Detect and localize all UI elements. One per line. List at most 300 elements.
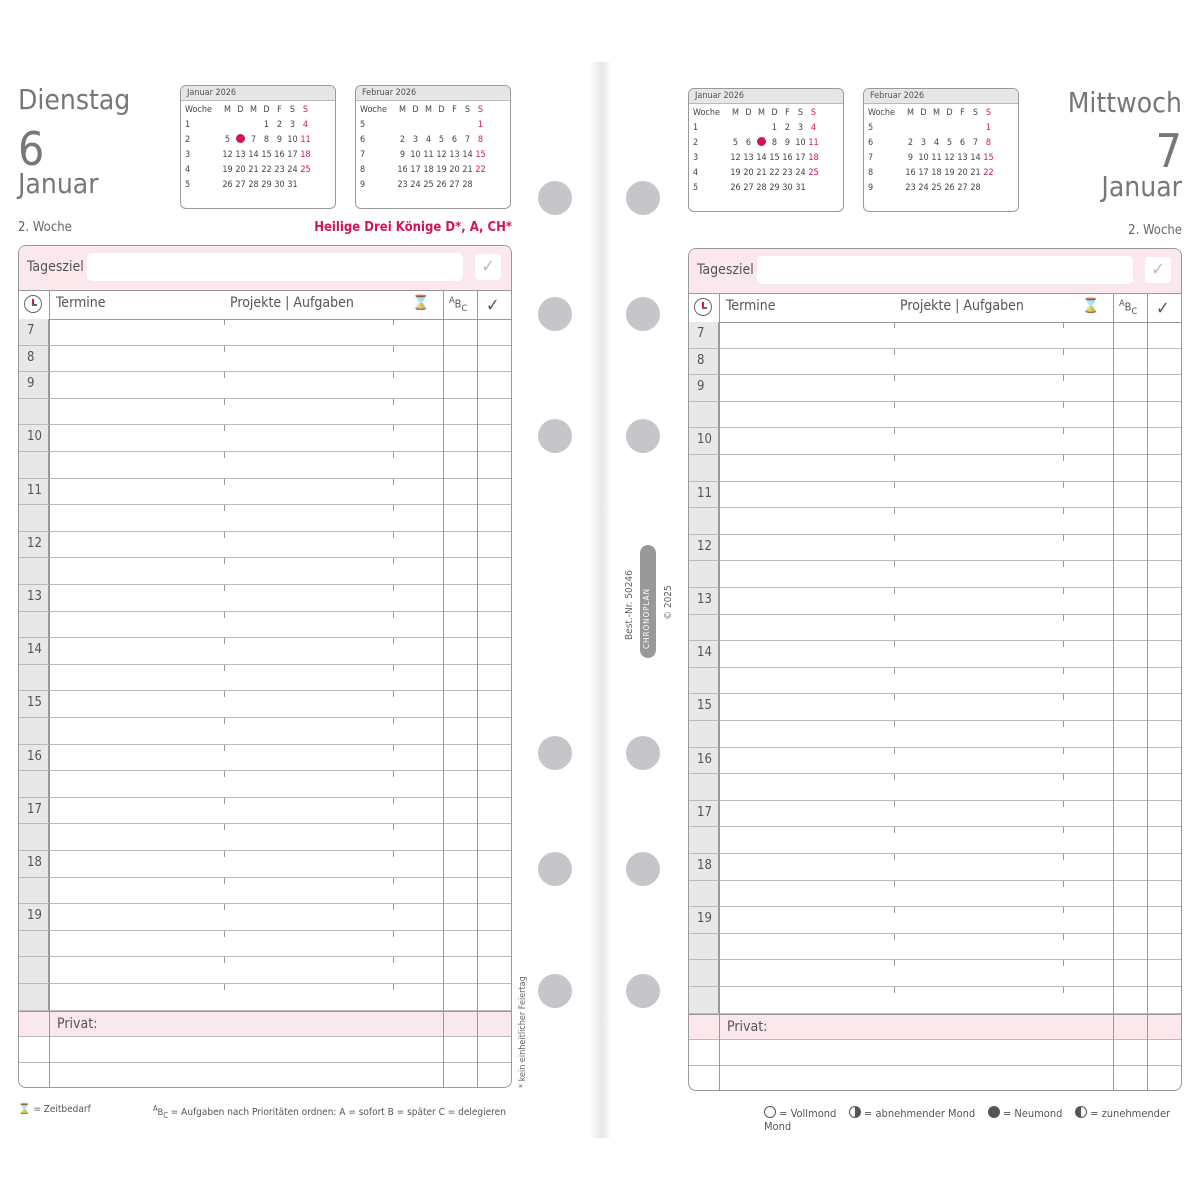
day-cell bbox=[474, 177, 487, 192]
daily-goal-label: Tagesziel bbox=[697, 262, 754, 278]
hour-row[interactable] bbox=[19, 558, 511, 585]
hour-row[interactable] bbox=[689, 508, 1181, 535]
hour-row[interactable] bbox=[19, 346, 511, 373]
day-cell: 22 bbox=[475, 164, 486, 175]
brand-name: CHRONOPLAN bbox=[642, 588, 651, 649]
binder-spine bbox=[588, 62, 612, 1138]
week-number: 3 bbox=[693, 152, 699, 163]
column-tick bbox=[1063, 322, 1064, 328]
hour-row[interactable] bbox=[689, 748, 1181, 775]
day-cell: 7 bbox=[972, 137, 979, 148]
day-cell: 3 bbox=[797, 122, 804, 133]
day-cell: 7 bbox=[464, 134, 471, 145]
hour-label: 12 bbox=[689, 535, 719, 561]
daily-goal-input[interactable] bbox=[757, 256, 1133, 284]
column-tick bbox=[894, 402, 895, 408]
abc-icon: $^AB_C$ bbox=[449, 295, 468, 314]
day-cell: 13 bbox=[235, 149, 246, 160]
column-divider bbox=[443, 290, 444, 1087]
day-cell: 26 bbox=[436, 179, 447, 190]
column-tick bbox=[894, 561, 895, 567]
punch-hole bbox=[626, 736, 660, 770]
hour-row[interactable] bbox=[19, 798, 511, 825]
day-cell: 20 bbox=[743, 167, 754, 178]
hour-label bbox=[689, 881, 719, 907]
hour-label: 10 bbox=[689, 428, 719, 454]
weekday-header: M bbox=[425, 104, 432, 115]
hour-row[interactable] bbox=[19, 399, 511, 426]
column-tick bbox=[224, 718, 225, 724]
hour-label bbox=[689, 934, 719, 960]
day-cell: 1 bbox=[771, 122, 778, 133]
hour-label: 13 bbox=[19, 585, 49, 611]
hour-row[interactable] bbox=[689, 535, 1181, 562]
hour-label bbox=[19, 452, 49, 478]
brand-badge bbox=[640, 545, 656, 658]
left-day-name: Dienstag bbox=[18, 83, 131, 116]
day-cell: 2 bbox=[276, 119, 283, 130]
hour-label bbox=[19, 957, 49, 983]
hour-row[interactable] bbox=[689, 349, 1181, 376]
week-number: 1 bbox=[693, 122, 699, 133]
day-cell: 6 bbox=[451, 134, 458, 145]
day-cell: 29 bbox=[769, 182, 780, 193]
week-number: 9 bbox=[868, 182, 874, 193]
day-cell: 16 bbox=[397, 164, 408, 175]
day-cell: 31 bbox=[287, 179, 298, 190]
hour-row[interactable] bbox=[19, 372, 511, 399]
order-number: Best.-Nr. 50246 bbox=[624, 570, 635, 640]
day-cell: 19 bbox=[436, 164, 447, 175]
day-cell: 21 bbox=[462, 164, 473, 175]
check-icon: ✓ bbox=[1156, 298, 1170, 319]
hour-row[interactable] bbox=[19, 612, 511, 639]
hour-label bbox=[689, 615, 719, 641]
privat-row[interactable] bbox=[689, 1014, 1181, 1040]
column-tick bbox=[393, 399, 394, 405]
day-cell: 10 bbox=[795, 137, 806, 148]
waning-moon-icon bbox=[849, 1106, 861, 1118]
hour-label: 11 bbox=[689, 482, 719, 508]
hour-row[interactable] bbox=[19, 691, 511, 718]
week-number: 4 bbox=[185, 164, 191, 175]
privat-line[interactable] bbox=[689, 1040, 1181, 1066]
column-tick bbox=[393, 691, 394, 697]
week-number: 5 bbox=[360, 119, 366, 130]
right-planner-grid bbox=[688, 248, 1182, 1091]
column-tick bbox=[1063, 668, 1064, 674]
hour-row[interactable] bbox=[689, 482, 1181, 509]
hour-row[interactable] bbox=[19, 532, 511, 559]
weekday-header: S bbox=[302, 104, 309, 115]
column-tick bbox=[224, 372, 225, 378]
hour-row[interactable] bbox=[19, 931, 511, 958]
day-cell: 21 bbox=[970, 167, 981, 178]
column-tick bbox=[894, 482, 895, 488]
abc-icon: $^AB_C$ bbox=[1119, 298, 1138, 317]
day-cell bbox=[247, 117, 260, 132]
week-number: 5 bbox=[693, 182, 699, 193]
hour-label bbox=[19, 505, 49, 531]
hour-row[interactable] bbox=[19, 878, 511, 905]
hour-row[interactable] bbox=[19, 718, 511, 745]
column-tick bbox=[393, 798, 394, 804]
hour-label: 13 bbox=[689, 588, 719, 614]
hour-row[interactable] bbox=[19, 771, 511, 798]
day-cell: 6 bbox=[959, 137, 966, 148]
day-cell: 18 bbox=[300, 149, 311, 160]
day-cell: 24 bbox=[795, 167, 806, 178]
column-tick bbox=[1063, 455, 1064, 461]
day-cell: 4 bbox=[933, 137, 940, 148]
today-dot-icon bbox=[757, 137, 766, 146]
hour-label: 9 bbox=[19, 372, 49, 398]
hour-row[interactable] bbox=[689, 375, 1181, 402]
hour-label bbox=[689, 987, 719, 1013]
column-tick bbox=[393, 984, 394, 990]
column-tick bbox=[393, 319, 394, 325]
day-cell: 4 bbox=[425, 134, 432, 145]
day-cell: 24 bbox=[410, 179, 421, 190]
day-cell: 12 bbox=[436, 149, 447, 160]
column-tick bbox=[224, 851, 225, 857]
hour-row[interactable] bbox=[689, 402, 1181, 429]
day-cell bbox=[917, 120, 930, 135]
daily-goal-row bbox=[689, 249, 1181, 294]
weekday-header: Woche bbox=[185, 104, 212, 115]
hourglass-icon: ⌛ bbox=[18, 1104, 31, 1115]
zunehmend-text: = zunehmender Mond bbox=[764, 1107, 1171, 1133]
column-tick bbox=[393, 425, 394, 431]
hour-label: 8 bbox=[689, 349, 719, 375]
day-cell: 23 bbox=[782, 167, 793, 178]
hour-row[interactable] bbox=[19, 665, 511, 692]
hour-row[interactable] bbox=[689, 641, 1181, 668]
hour-row[interactable] bbox=[689, 615, 1181, 642]
weekday-header: M bbox=[933, 107, 940, 118]
hour-row[interactable] bbox=[689, 881, 1181, 908]
column-tick bbox=[393, 957, 394, 963]
hour-row[interactable] bbox=[19, 984, 511, 1011]
today-marker bbox=[234, 132, 247, 147]
hour-label: 17 bbox=[689, 801, 719, 827]
hour-row[interactable] bbox=[689, 827, 1181, 854]
hour-label: 18 bbox=[689, 854, 719, 880]
day-cell: 13 bbox=[449, 149, 460, 160]
week-number: 9 bbox=[360, 179, 366, 190]
column-tick bbox=[1063, 827, 1064, 833]
hour-row[interactable] bbox=[689, 721, 1181, 748]
hour-row[interactable] bbox=[689, 455, 1181, 482]
privat-line[interactable] bbox=[689, 1066, 1181, 1091]
hour-row[interactable] bbox=[689, 668, 1181, 695]
hour-row[interactable] bbox=[19, 505, 511, 532]
hour-label bbox=[19, 665, 49, 691]
column-tick bbox=[393, 558, 394, 564]
day-cell: 22 bbox=[261, 164, 272, 175]
hour-row[interactable] bbox=[19, 425, 511, 452]
day-cell bbox=[422, 117, 435, 132]
day-cell: 24 bbox=[918, 182, 929, 193]
hour-row[interactable] bbox=[19, 452, 511, 479]
neumond-text: = Neumond bbox=[1002, 1107, 1063, 1120]
weekday-header: D bbox=[412, 104, 419, 115]
waxing-moon-icon bbox=[1075, 1106, 1087, 1118]
day-cell: 2 bbox=[907, 137, 914, 148]
day-cell: 17 bbox=[410, 164, 421, 175]
column-tick bbox=[1063, 987, 1064, 993]
day-cell: 14 bbox=[756, 152, 767, 163]
hour-row[interactable] bbox=[689, 774, 1181, 801]
hour-label: 16 bbox=[19, 745, 49, 771]
day-cell: 3 bbox=[412, 134, 419, 145]
day-cell bbox=[969, 120, 982, 135]
hour-label bbox=[19, 984, 49, 1010]
day-cell: 8 bbox=[771, 137, 778, 148]
column-tick bbox=[894, 774, 895, 780]
privat-label: Privat: bbox=[727, 1018, 768, 1035]
weekday-header: M bbox=[399, 104, 406, 115]
column-tick bbox=[894, 455, 895, 461]
hour-label: 18 bbox=[19, 851, 49, 877]
day-cell bbox=[409, 117, 422, 132]
hour-row[interactable] bbox=[689, 934, 1181, 961]
day-cell: 27 bbox=[449, 179, 460, 190]
daily-goal-input[interactable] bbox=[87, 253, 463, 281]
week-number: 7 bbox=[360, 149, 366, 160]
weekday-header: D bbox=[771, 107, 778, 118]
hour-row[interactable] bbox=[19, 479, 511, 506]
privat-line[interactable] bbox=[19, 1037, 511, 1063]
hour-row[interactable] bbox=[19, 957, 511, 984]
column-tick bbox=[393, 745, 394, 751]
hour-row[interactable] bbox=[689, 854, 1181, 881]
hour-row[interactable] bbox=[19, 851, 511, 878]
day-cell bbox=[807, 180, 820, 195]
column-tick bbox=[224, 957, 225, 963]
column-tick bbox=[224, 638, 225, 644]
column-tick bbox=[224, 771, 225, 777]
hour-row[interactable] bbox=[689, 960, 1181, 987]
day-cell: 8 bbox=[263, 134, 270, 145]
column-tick bbox=[393, 479, 394, 485]
weekday-header: M bbox=[250, 104, 257, 115]
column-tick bbox=[894, 854, 895, 860]
hour-row[interactable] bbox=[19, 319, 511, 346]
daily-goal-check-icon[interactable]: ✓ bbox=[1145, 257, 1171, 283]
column-tick bbox=[224, 665, 225, 671]
day-cell: 25 bbox=[423, 179, 434, 190]
column-tick bbox=[224, 319, 225, 325]
day-cell: 28 bbox=[248, 179, 259, 190]
mini-calendar-title: Januar 2026 bbox=[689, 89, 843, 104]
day-cell: 13 bbox=[957, 152, 968, 163]
hour-row[interactable] bbox=[689, 987, 1181, 1014]
privat-line[interactable] bbox=[19, 1063, 511, 1088]
column-tick bbox=[224, 824, 225, 830]
column-tick bbox=[894, 349, 895, 355]
column-tick bbox=[393, 638, 394, 644]
day-cell: 16 bbox=[905, 167, 916, 178]
hour-row[interactable] bbox=[19, 585, 511, 612]
hour-label bbox=[19, 612, 49, 638]
column-tick bbox=[894, 987, 895, 993]
column-tick bbox=[393, 771, 394, 777]
day-cell bbox=[729, 120, 742, 135]
week-number: 5 bbox=[185, 179, 191, 190]
hour-label: 8 bbox=[19, 346, 49, 372]
abc-note-text: = Aufgaben nach Prioritäten ordnen: A = sofort B = später C = delegieren bbox=[170, 1107, 506, 1118]
column-tick bbox=[224, 745, 225, 751]
column-tick bbox=[1063, 508, 1064, 514]
day-cell: 22 bbox=[769, 167, 780, 178]
column-divider bbox=[477, 290, 478, 1087]
day-cell: 15 bbox=[261, 149, 272, 160]
day-cell: 5 bbox=[946, 137, 953, 148]
day-cell bbox=[742, 120, 755, 135]
weekday-header: D bbox=[745, 107, 752, 118]
column-tick bbox=[1063, 375, 1064, 381]
day-cell bbox=[956, 120, 969, 135]
day-cell: 25 bbox=[808, 167, 819, 178]
day-cell: 19 bbox=[222, 164, 233, 175]
hour-row[interactable] bbox=[19, 638, 511, 665]
column-tick bbox=[224, 798, 225, 804]
day-cell: 9 bbox=[907, 152, 914, 163]
column-tick bbox=[894, 827, 895, 833]
day-cell: 18 bbox=[808, 152, 819, 163]
day-cell bbox=[943, 120, 956, 135]
day-cell: 14 bbox=[248, 149, 259, 160]
column-tick bbox=[1063, 907, 1064, 913]
column-termine: Termine bbox=[56, 295, 106, 311]
hour-label: 11 bbox=[19, 479, 49, 505]
hour-row[interactable] bbox=[689, 322, 1181, 349]
day-cell bbox=[982, 180, 995, 195]
day-cell: 11 bbox=[931, 152, 942, 163]
hour-row[interactable] bbox=[689, 561, 1181, 588]
day-cell: 27 bbox=[957, 182, 968, 193]
day-cell: 11 bbox=[808, 137, 819, 148]
punch-hole bbox=[538, 974, 572, 1008]
hour-row[interactable] bbox=[19, 904, 511, 931]
privat-row[interactable] bbox=[19, 1011, 511, 1037]
weekday-header: S bbox=[810, 107, 817, 118]
day-cell: 23 bbox=[274, 164, 285, 175]
hour-label: 15 bbox=[689, 694, 719, 720]
column-tick bbox=[1063, 960, 1064, 966]
column-tick bbox=[1063, 801, 1064, 807]
daily-goal-check-icon[interactable]: ✓ bbox=[475, 254, 501, 280]
mini-calendar-january bbox=[688, 88, 844, 212]
day-cell: 9 bbox=[399, 149, 406, 160]
column-tick bbox=[894, 668, 895, 674]
hour-row[interactable] bbox=[689, 801, 1181, 828]
day-cell: 26 bbox=[944, 182, 955, 193]
hour-label bbox=[19, 718, 49, 744]
day-cell: 27 bbox=[743, 182, 754, 193]
weekday-header: D bbox=[263, 104, 270, 115]
day-cell: 28 bbox=[462, 179, 473, 190]
day-cell: 18 bbox=[423, 164, 434, 175]
column-tick bbox=[224, 532, 225, 538]
day-cell: 17 bbox=[795, 152, 806, 163]
day-cell: 4 bbox=[810, 122, 817, 133]
weekday-header: S bbox=[972, 107, 979, 118]
week-number: 8 bbox=[868, 167, 874, 178]
hour-row[interactable] bbox=[689, 428, 1181, 455]
column-tick bbox=[1063, 561, 1064, 567]
hour-row[interactable] bbox=[19, 824, 511, 851]
left-holiday: Heilige Drei Könige D*, A, CH* bbox=[314, 220, 512, 235]
hour-label: 17 bbox=[19, 798, 49, 824]
weekday-header: S bbox=[289, 104, 296, 115]
column-tick bbox=[224, 452, 225, 458]
weekday-header: S bbox=[464, 104, 471, 115]
column-tick bbox=[393, 665, 394, 671]
column-tick bbox=[894, 881, 895, 887]
punch-hole bbox=[626, 181, 660, 215]
hour-label bbox=[689, 721, 719, 747]
day-cell: 21 bbox=[756, 167, 767, 178]
day-cell bbox=[461, 117, 474, 132]
punch-hole bbox=[538, 419, 572, 453]
column-tick bbox=[393, 824, 394, 830]
day-cell: 5 bbox=[224, 134, 231, 145]
column-tick bbox=[894, 322, 895, 328]
day-cell: 12 bbox=[730, 152, 741, 163]
column-tick bbox=[894, 694, 895, 700]
abnehmend-text: = abnehmender Mond bbox=[864, 1107, 976, 1120]
day-cell: 27 bbox=[235, 179, 246, 190]
hour-label: 12 bbox=[19, 532, 49, 558]
hour-row[interactable] bbox=[19, 745, 511, 772]
right-week: 2. Woche bbox=[1128, 223, 1182, 238]
column-tick bbox=[894, 934, 895, 940]
hour-row[interactable] bbox=[689, 588, 1181, 615]
week-number: 5 bbox=[868, 122, 874, 133]
column-tick bbox=[393, 532, 394, 538]
day-cell: 9 bbox=[276, 134, 283, 145]
column-tick bbox=[894, 641, 895, 647]
footer-abc bbox=[153, 1104, 506, 1120]
column-tick bbox=[224, 878, 225, 884]
hour-label: 9 bbox=[689, 375, 719, 401]
column-tick bbox=[393, 452, 394, 458]
day-cell: 23 bbox=[397, 179, 408, 190]
column-tick bbox=[224, 931, 225, 937]
abc-icon: $^AB_C$ bbox=[153, 1104, 168, 1120]
hour-label: 19 bbox=[19, 904, 49, 930]
column-tick bbox=[393, 851, 394, 857]
weekday-header: M bbox=[758, 107, 765, 118]
mini-calendar-title: Februar 2026 bbox=[864, 89, 1018, 104]
hour-label bbox=[689, 561, 719, 587]
weekday-header: Woche bbox=[693, 107, 720, 118]
hour-row[interactable] bbox=[689, 907, 1181, 934]
right-day-name: Mittwoch bbox=[1067, 86, 1182, 119]
day-cell: 16 bbox=[274, 149, 285, 160]
day-cell: 14 bbox=[462, 149, 473, 160]
hourglass-icon: ⌛ bbox=[1082, 298, 1100, 314]
hour-row[interactable] bbox=[689, 694, 1181, 721]
day-cell: 30 bbox=[274, 179, 285, 190]
hour-label bbox=[689, 508, 719, 534]
weekday-header: M bbox=[907, 107, 914, 118]
day-cell bbox=[435, 117, 448, 132]
column-termine: Termine bbox=[726, 298, 776, 314]
mini-calendar-february bbox=[355, 85, 511, 209]
